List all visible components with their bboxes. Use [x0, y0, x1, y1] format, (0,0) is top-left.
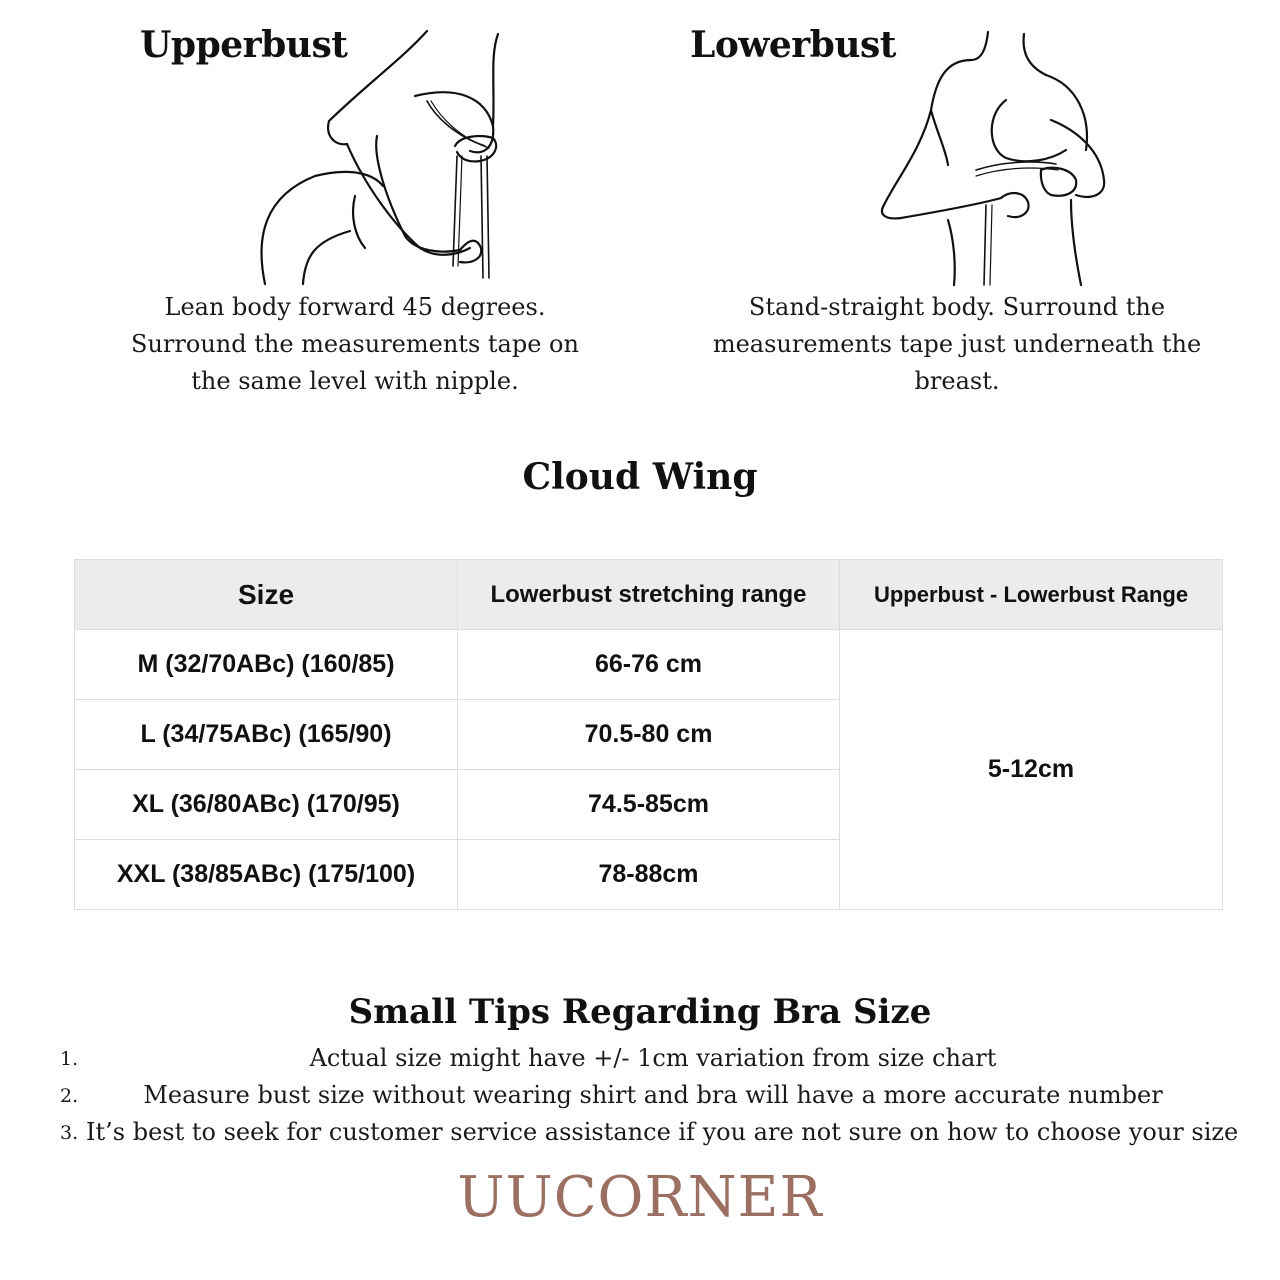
- column-header-lowerbust-range: Lowerbust stretching range: [458, 560, 840, 630]
- upperbust-title: Upperbust: [140, 24, 348, 66]
- tip-number: 1.: [60, 1048, 79, 1070]
- table-header-row: [75, 560, 1223, 630]
- lowerbust-range-cell: 78-88cm: [458, 840, 840, 910]
- upperbust-instructions: [115, 289, 595, 400]
- column-header-size: Size: [75, 560, 458, 630]
- lowerbust-title: Lowerbust: [690, 24, 896, 66]
- size-chart-title: Cloud Wing: [522, 456, 758, 498]
- upperbust-instruction-line: Lean body forward 45 degrees.: [164, 293, 546, 321]
- upperbust-instruction-line: Surround the measurements tape on: [131, 330, 579, 358]
- lowerbust-range-cell: 70.5-80 cm: [458, 700, 840, 770]
- lowerbust-instruction-line: Stand-straight body. Surround the: [748, 293, 1166, 321]
- column-header-difference-range: Upperbust - Lowerbust Range: [840, 560, 1223, 630]
- brand-logo: UUCORNER: [457, 1165, 823, 1230]
- table-row: [75, 630, 1223, 700]
- tip-item: [60, 1044, 1220, 1081]
- size-chart-table: [74, 559, 1223, 910]
- size-cell: XXL (38/85ABc) (175/100): [75, 840, 458, 910]
- tip-text: Measure bust size without wearing shirt and bra will have a more accurate number: [143, 1081, 1163, 1109]
- size-cell: XL (36/80ABc) (170/95): [75, 770, 458, 840]
- lowerbust-instruction-line: measurements tape just underneath the: [712, 330, 1202, 358]
- lowerbust-range-cell: 74.5-85cm: [458, 770, 840, 840]
- tip-item: [60, 1118, 1239, 1155]
- tip-number: 2.: [60, 1085, 79, 1107]
- lowerbust-illustration: [876, 30, 1116, 288]
- lowerbust-instructions: [700, 289, 1214, 400]
- tips-title: Small Tips Regarding Bra Size: [348, 992, 932, 1032]
- upperbust-illustration: [255, 26, 505, 288]
- size-cell: L (34/75ABc) (165/90): [75, 700, 458, 770]
- difference-range-cell: 5-12cm: [840, 630, 1223, 910]
- lowerbust-range-cell: 66-76 cm: [458, 630, 840, 700]
- lowerbust-instruction-line: breast.: [914, 367, 1000, 395]
- tip-item: [60, 1081, 1220, 1118]
- size-cell: M (32/70ABc) (160/85): [75, 630, 458, 700]
- tip-text: It’s best to seek for customer service assistance if you are not sure on how to choose your size: [86, 1118, 1239, 1146]
- tip-text: Actual size might have +/- 1cm variation from size chart: [309, 1044, 997, 1072]
- tip-number: 3.: [60, 1122, 79, 1144]
- upperbust-instruction-line: the same level with nipple.: [191, 367, 519, 395]
